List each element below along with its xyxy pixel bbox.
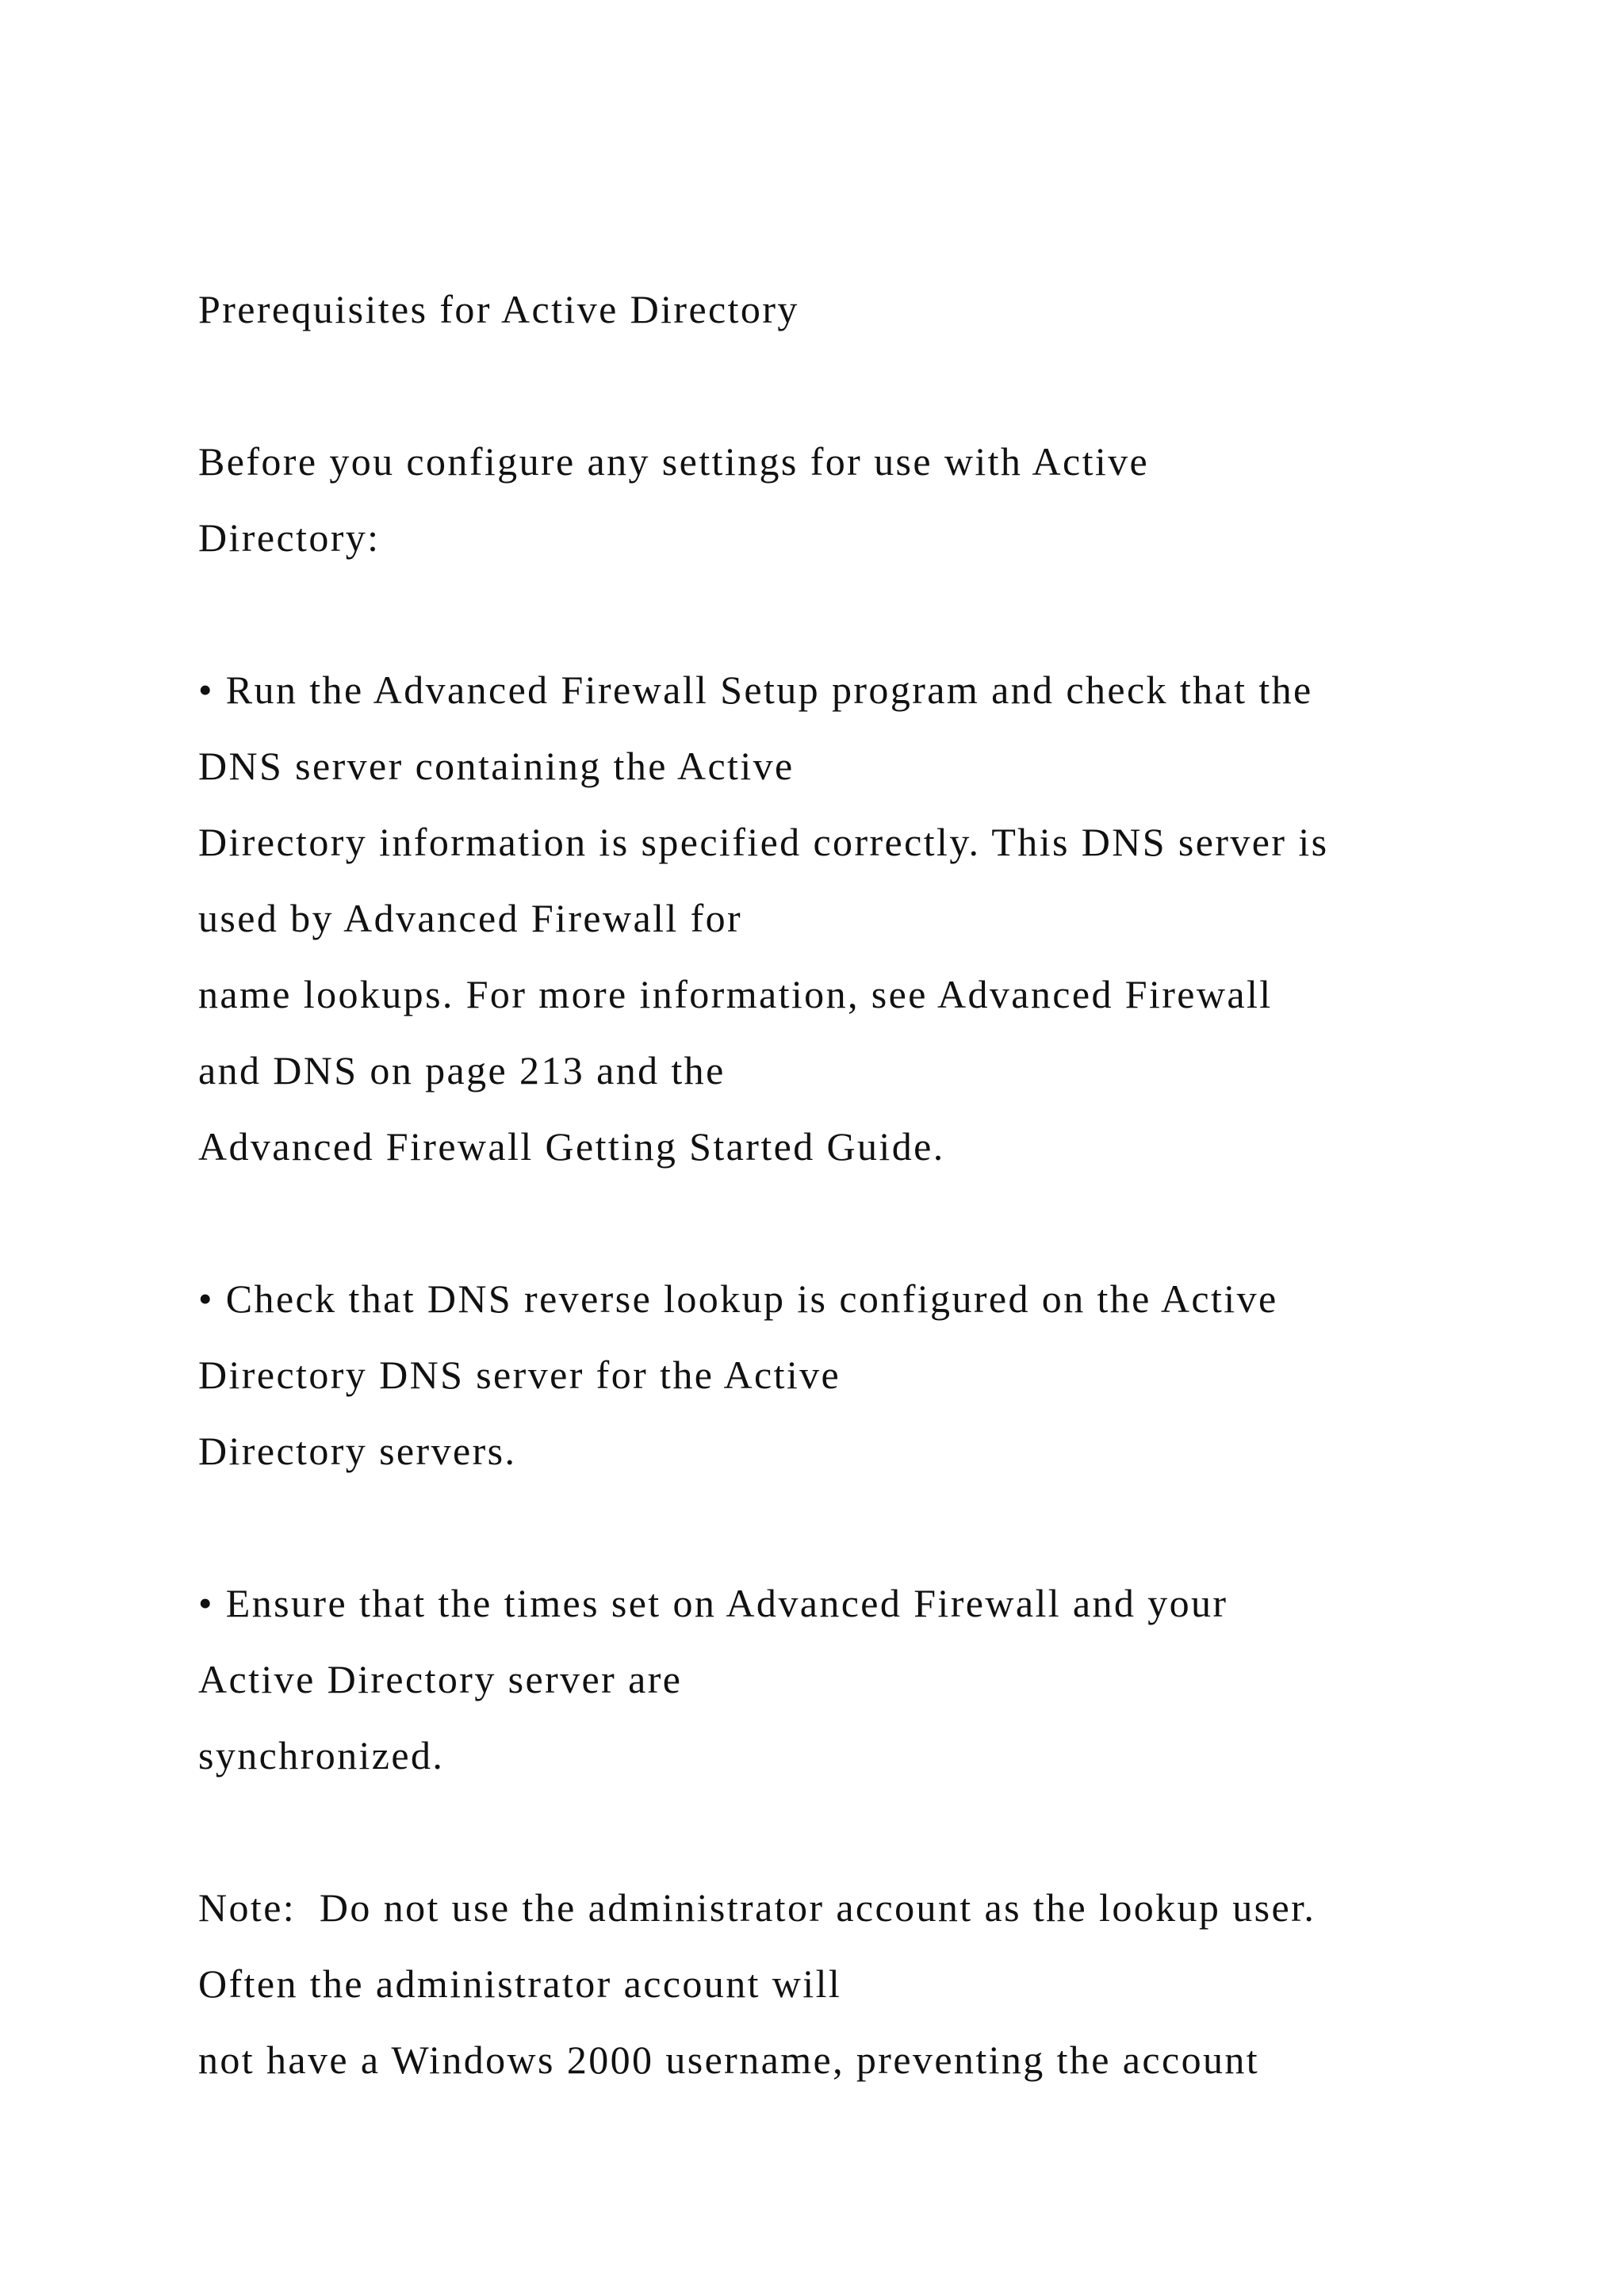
note-paragraph [198,1869,1546,2098]
intro-line: Before you configure any settings for use with Active [198,439,1150,484]
paragraph-gap [198,347,1546,423]
bullet-line: • Ensure that the times set on Advanced Firewall and your [198,1581,1228,1625]
bullet-line: • Run the Advanced Firewall Setup program and check that the [198,668,1313,712]
bullet-line: used by Advanced Firewall for [198,896,743,940]
paragraph-gap [198,1184,1546,1261]
bullet-line: synchronized. [198,1733,445,1777]
note-line: not have a Windows 2000 username, preventing the account [198,2038,1260,2082]
paragraph-gap [198,576,1546,652]
bullet-setup-dns [198,652,1546,1184]
bullet-line: Active Directory server are [198,1657,683,1701]
intro-paragraph [198,423,1546,576]
bullet-line: name lookups. For more information, see Advanced Firewall [198,972,1273,1016]
document-body [198,271,1546,2098]
bullet-line: Directory servers. [198,1429,517,1473]
paragraph-gap [198,1489,1546,1565]
document-title: Prerequisites for Active Directory [198,287,799,331]
note-line: Note: Do not use the administrator account as the lookup user. [198,1885,1316,1930]
bullet-line: Directory information is specified correctly. This DNS server is [198,820,1329,864]
bullet-reverse-lookup [198,1261,1546,1489]
bullet-line: • Check that DNS reverse lookup is configured on the Active [198,1276,1278,1321]
bullet-line: and DNS on page 213 and the [198,1048,726,1093]
intro-line: Directory: [198,515,381,560]
bullet-line: Advanced Firewall Getting Started Guide. [198,1124,945,1169]
paragraph-gap [198,1793,1546,1869]
note-line: Often the administrator account will [198,1961,842,2006]
bullet-line: DNS server containing the Active [198,744,795,788]
bullet-time-sync [198,1565,1546,1793]
bullet-line: Directory DNS server for the Active [198,1353,841,1397]
